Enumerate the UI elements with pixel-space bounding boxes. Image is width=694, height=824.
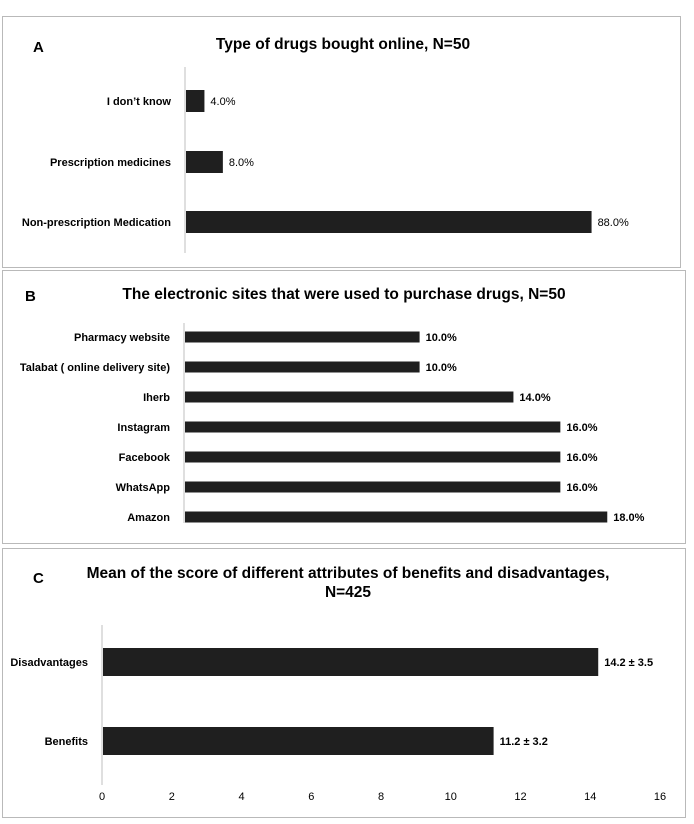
panel-label: C (33, 570, 44, 587)
panel-c (2, 548, 686, 818)
data-label: 8.0% (228, 157, 254, 169)
category-label: Disadvantages (10, 657, 88, 669)
bar (185, 332, 420, 343)
category-label: Benefits (44, 736, 88, 748)
panel-a (2, 16, 681, 268)
category-label: Non-prescription Medication (21, 217, 171, 229)
x-tick-label: 6 (308, 791, 315, 803)
panel-label: B (25, 288, 36, 305)
data-label: 16.0% (566, 452, 598, 464)
x-tick-label: 4 (238, 791, 245, 803)
bar (185, 392, 513, 403)
chart-title-line: Mean of the score of different attributes of benefits and disadvantages, (86, 565, 610, 582)
data-label: 14.0% (519, 392, 551, 404)
category-label: Instagram (117, 422, 170, 434)
x-tick-label: 2 (168, 791, 175, 803)
data-label: 10.0% (425, 332, 457, 344)
category-label: I don’t know (106, 96, 171, 108)
data-label: 4.0% (210, 96, 236, 108)
chart-title: Type of drugs bought online, N=50 (215, 36, 471, 53)
x-tick-label: 14 (584, 791, 597, 803)
category-label: WhatsApp (115, 482, 170, 494)
bar (186, 211, 592, 233)
bar (103, 727, 494, 755)
bar (185, 482, 560, 493)
chart-a (3, 17, 682, 269)
x-tick-label: 0 (98, 791, 106, 803)
category-label: Talabat ( online delivery site) (19, 362, 170, 374)
data-label: 11.2 ± 3.2 (499, 736, 548, 748)
category-label: Amazon (127, 512, 170, 524)
bar (185, 512, 607, 523)
data-label: 18.0% (613, 512, 645, 524)
bar (185, 422, 560, 433)
bar (186, 151, 223, 173)
data-label: 16.0% (566, 482, 598, 494)
category-label: Iherb (143, 392, 170, 404)
x-tick-label: 12 (514, 791, 527, 803)
data-label: 14.2 ± 3.5 (604, 657, 654, 669)
chart-b (3, 271, 687, 545)
bar (185, 362, 420, 373)
bar (186, 90, 204, 112)
bar (103, 648, 598, 676)
chart-c (3, 549, 687, 819)
panel-b (2, 270, 686, 544)
data-label: 10.0% (425, 362, 457, 374)
x-tick-label: 10 (444, 791, 457, 803)
panel-label: A (33, 39, 44, 56)
category-label: Pharmacy website (74, 332, 170, 344)
chart-title: The electronic sites that were used to purchase drugs, N=50 (122, 286, 566, 303)
data-label: 16.0% (566, 422, 598, 434)
chart-title-line: N=425 (324, 584, 372, 601)
x-tick-label: 16 (653, 791, 667, 803)
x-tick-label: 8 (377, 791, 385, 803)
bar (185, 452, 560, 463)
category-label: Facebook (118, 452, 170, 464)
data-label: 88.0% (597, 217, 629, 229)
category-label: Prescription medicines (49, 157, 171, 169)
